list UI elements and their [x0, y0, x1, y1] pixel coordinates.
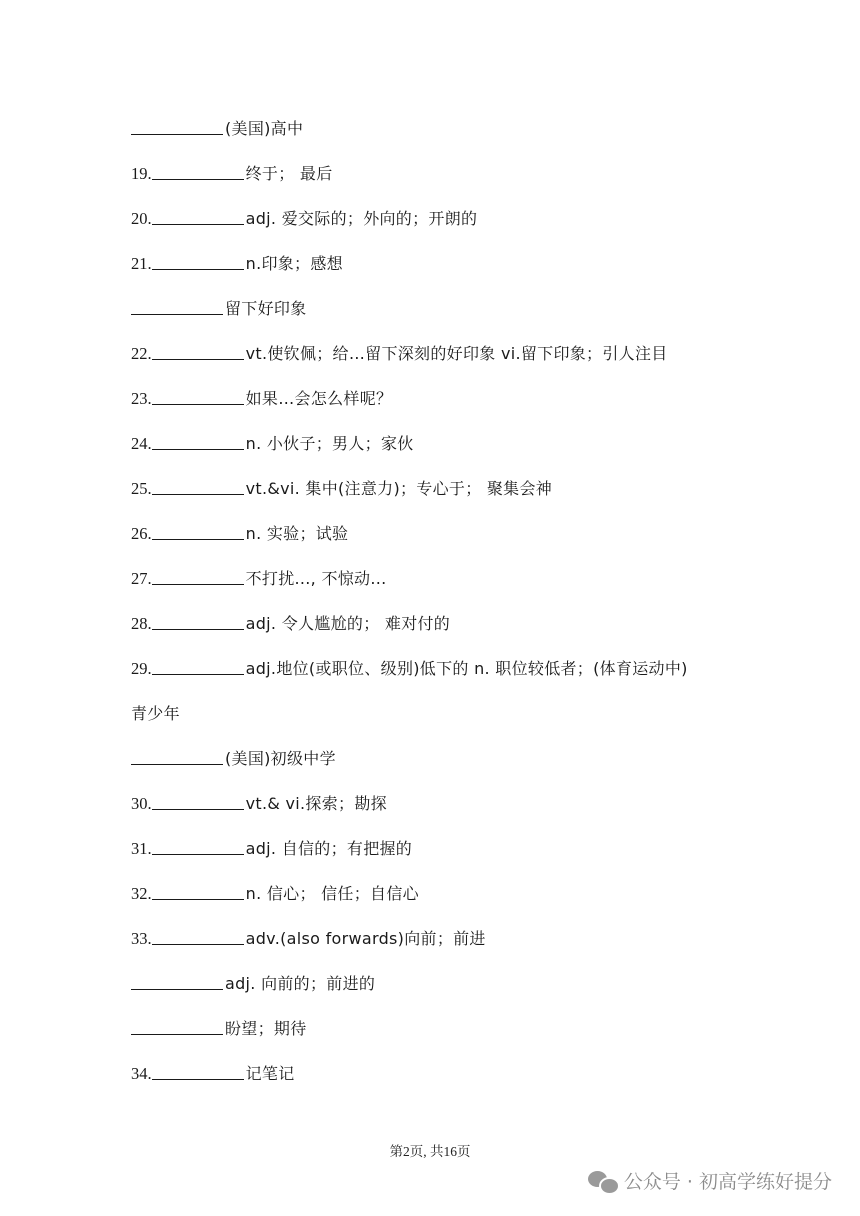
- item-number: 33.: [131, 929, 152, 948]
- vocab-line: [131, 522, 831, 567]
- item-number: 21.: [131, 254, 152, 273]
- answer-blank[interactable]: [152, 612, 244, 630]
- vocab-line: [131, 207, 831, 252]
- answer-blank[interactable]: [131, 747, 223, 765]
- definition-text: vt.使钦佩；给…留下深刻的好印象 vi.留下印象；引人注目: [245, 344, 668, 363]
- definition-text: vt.&vi. 集中(注意力)；专心于； 聚集会神: [245, 479, 553, 498]
- definition-text: (美国)初级中学: [225, 749, 336, 768]
- answer-blank[interactable]: [152, 792, 244, 810]
- page-footer: 第2页, 共16页: [389, 1144, 471, 1159]
- item-number: 29.: [131, 659, 152, 678]
- item-number: 34.: [131, 1064, 152, 1083]
- definition-text: n. 小伙子；男人；家伙: [245, 434, 414, 453]
- definition-text: 记笔记: [245, 1064, 295, 1083]
- vocab-line: [131, 387, 831, 432]
- definition-text: n. 信心； 信任；自信心: [245, 884, 419, 903]
- vocab-line: [131, 432, 831, 477]
- vocab-line: [131, 837, 831, 882]
- vocab-line: [131, 1062, 831, 1107]
- answer-blank[interactable]: [152, 522, 244, 540]
- vocab-line: [131, 162, 831, 207]
- answer-blank[interactable]: [152, 162, 244, 180]
- definition-text: adj. 令人尴尬的； 难对付的: [245, 614, 451, 633]
- answer-blank[interactable]: [152, 837, 244, 855]
- watermark: [588, 1167, 832, 1194]
- vocab-line: [131, 297, 831, 342]
- item-number: 25.: [131, 479, 152, 498]
- answer-blank[interactable]: [152, 1062, 244, 1080]
- answer-blank[interactable]: [152, 207, 244, 225]
- vocab-line: [131, 342, 831, 387]
- definition-text: 青少年: [131, 704, 180, 723]
- definition-text: adv.(also forwards)向前；前进: [245, 929, 486, 948]
- definition-text: (美国)高中: [225, 119, 304, 138]
- item-number: 30.: [131, 794, 152, 813]
- item-number: 32.: [131, 884, 152, 903]
- item-number: 20.: [131, 209, 152, 228]
- watermark-text: 公众号 · 初高学练好提分: [623, 1171, 832, 1193]
- answer-blank[interactable]: [131, 972, 223, 990]
- item-number: 27.: [131, 569, 152, 588]
- vocab-line: [131, 252, 831, 297]
- definition-text: 留下好印象: [225, 299, 307, 318]
- item-number: 26.: [131, 524, 152, 543]
- vocabulary-list: [131, 117, 831, 1107]
- answer-blank[interactable]: [131, 117, 223, 135]
- answer-blank[interactable]: [152, 432, 244, 450]
- answer-blank[interactable]: [131, 297, 223, 315]
- vocab-line: [131, 747, 831, 792]
- vocab-line: [131, 567, 831, 612]
- definition-text: 终于； 最后: [245, 164, 333, 183]
- wechat-icon: [588, 1170, 618, 1192]
- item-number: 28.: [131, 614, 152, 633]
- answer-blank[interactable]: [152, 477, 244, 495]
- vocab-line: [131, 657, 831, 702]
- definition-text: n.印象；感想: [245, 254, 343, 273]
- vocab-line: [131, 792, 831, 837]
- definition-text: adj. 自信的；有把握的: [245, 839, 413, 858]
- answer-blank[interactable]: [131, 1017, 223, 1035]
- definition-text: 盼望；期待: [225, 1019, 307, 1038]
- definition-text: adj. 向前的；前进的: [225, 974, 376, 993]
- vocab-line: [131, 927, 831, 972]
- item-number: 22.: [131, 344, 152, 363]
- vocab-line: [131, 117, 831, 162]
- definition-text: vt.& vi.探索；勘探: [245, 794, 387, 813]
- vocab-line: [131, 477, 831, 522]
- vocab-line: [131, 612, 831, 657]
- definition-text: n. 实验；试验: [245, 524, 349, 543]
- definition-text: adj. 爱交际的；外向的；开朗的: [245, 209, 478, 228]
- vocab-line: [131, 972, 831, 1017]
- item-number: 23.: [131, 389, 152, 408]
- item-number: 19.: [131, 164, 152, 183]
- definition-text: 如果…会怎么样呢？: [245, 389, 393, 408]
- item-number: 24.: [131, 434, 152, 453]
- answer-blank[interactable]: [152, 657, 244, 675]
- answer-blank[interactable]: [152, 567, 244, 585]
- definition-text: adj.地位(或职位、级别)低下的 n. 职位较低者；(体育运动中): [245, 659, 688, 678]
- vocab-line: [131, 1017, 831, 1062]
- answer-blank[interactable]: [152, 882, 244, 900]
- answer-blank[interactable]: [152, 387, 244, 405]
- definition-text: 不打扰..., 不惊动...: [245, 569, 387, 588]
- vocab-line: [131, 702, 831, 747]
- answer-blank[interactable]: [152, 252, 244, 270]
- answer-blank[interactable]: [152, 342, 244, 360]
- answer-blank[interactable]: [152, 927, 244, 945]
- item-number: 31.: [131, 839, 152, 858]
- vocab-line: [131, 882, 831, 927]
